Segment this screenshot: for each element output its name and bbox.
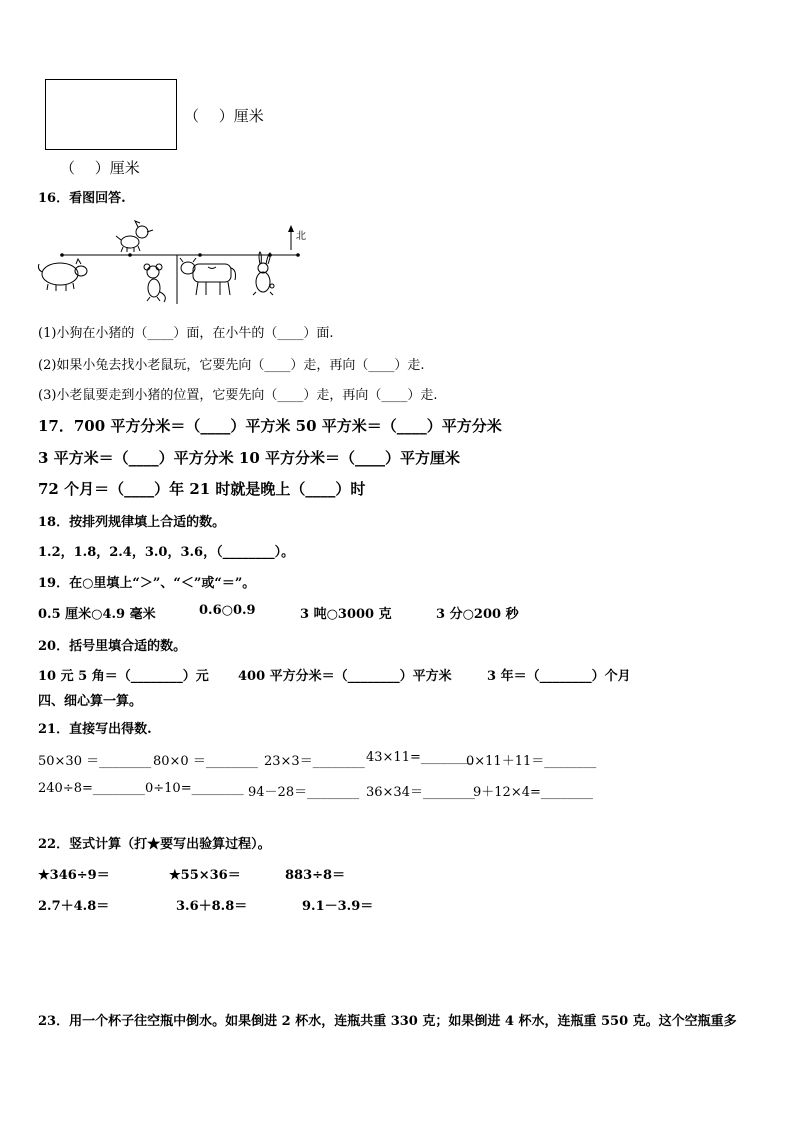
pig-icon [38,259,87,291]
q19-item-4: 3 分○200 秒 [436,607,519,622]
q20-title: 20．括号里填合适的数。 [38,639,187,654]
q21-r1-4: 43×11=________ [366,750,473,765]
q20-item-1: 10 元 5 角＝（________）元 [38,669,209,684]
q20-item-3: 3 年＝（________）个月 [487,669,631,684]
q16-line-3: (3)小老鼠要走到小猪的位置，它要先向（____）走，再向（____）走. [38,388,438,403]
cow-icon [180,258,236,295]
rabbit-icon [253,252,274,295]
rectangle-length-label: （ ）厘米 [60,159,140,177]
q21-r2-4: 36×34＝________ [366,785,475,800]
q17-line-2: 3 平方米＝（____）平方分米 10 平方分米＝（____）平方厘米 [38,449,460,467]
q21-r2-3: 94－28＝________ [248,785,360,800]
q17-line-1: 17．700 平方分米＝（____）平方米 50 平方米＝（____）平方分米 [38,417,502,435]
q19-item-2: 0.6○0.9 [199,603,256,618]
north-arrow-icon [288,225,294,250]
q17-line-3: 72 个月＝（____）年 21 时就是晚上（____）时 [38,480,366,498]
dog-icon [116,221,153,252]
q21-r1-1: 50×30 ＝________ [38,754,152,769]
q21-r2-2: 0÷10=________ [145,781,244,796]
q16-line-2: (2)如果小兔去找小老鼠玩，它要先向（____）走，再向（____）走. [38,358,425,373]
north-label: 北 [296,231,306,242]
q22-r2-1: 2.7＋4.8＝ [38,899,110,914]
q22-r1-1: ★346÷9＝ [38,868,110,883]
q21-title: 21．直接写出得数. [38,722,152,737]
q16-line-1: (1)小狗在小猪的（____）面，在小牛的（____）面. [38,326,334,341]
q16-title: 16．看图回答. [38,191,126,206]
direction-picture [30,212,320,312]
q21-r1-2: 80×0 ＝________ [153,754,258,769]
q21-r1-3: 23×3＝________ [264,754,365,769]
q22-r1-3: 883÷8＝ [285,868,346,883]
q19-item-1: 0.5 厘米○4.9 毫米 [38,607,156,622]
mouse-icon [144,264,165,302]
q18-sequence: 1.2，1.8，2.4，3.0，3.6，（________）。 [38,545,295,560]
q22-r1-2: ★55×36＝ [169,868,241,883]
q19-title: 19．在○里填上“＞”、“＜”或“＝”。 [38,576,256,591]
q22-r2-2: 3.6＋8.8＝ [176,899,248,914]
rectangle-figure [45,79,177,150]
q21-r2-5: 9＋12×4=________ [473,785,593,800]
q22-title: 22．竖式计算（打★要写出验算过程）。 [38,837,271,852]
rectangle-width-label: （ ）厘米 [184,107,264,125]
q22-r2-3: 9.1－3.9＝ [302,899,374,914]
q21-r2-1: 240÷8=________ [38,781,145,796]
q21-r1-5: 0×11＋11＝________ [466,754,597,769]
section-4-title: 四、细心算一算。 [38,694,143,709]
q18-title: 18．按排列规律填上合适的数。 [38,515,226,530]
q23-text: 23．用一个杯子往空瓶中倒水。如果倒进 2 杯水，连瓶共重 330 克；如果倒进 4 杯水，连瓶重 550 克。这个空瓶重多 [38,1014,737,1029]
q19-item-3: 3 吨○3000 克 [300,607,392,622]
q20-item-2: 400 平方分米＝（________）平方米 [238,669,452,684]
